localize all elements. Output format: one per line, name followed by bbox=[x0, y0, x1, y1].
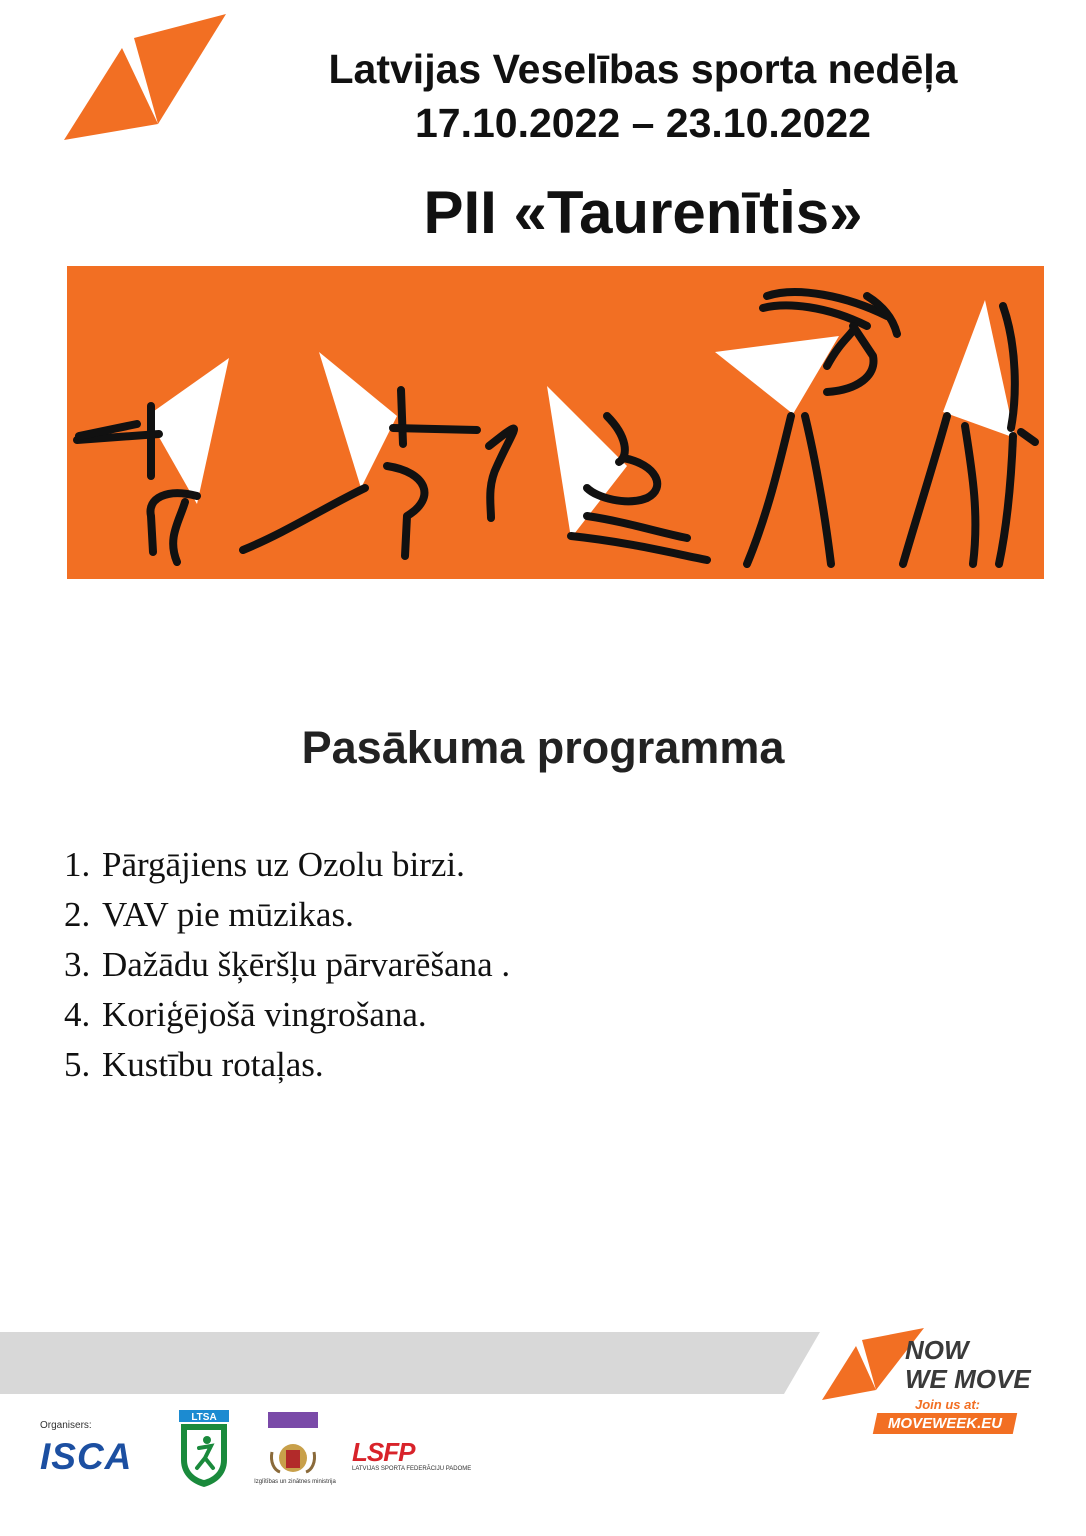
list-item: 2. VAV pie mūzikas. bbox=[64, 895, 354, 934]
now-we-move-text: NOW WE MOVE bbox=[905, 1335, 1031, 1394]
list-item: 1. Pārgājiens uz Ozolu birzi. bbox=[64, 845, 465, 884]
moveweek-url: MOVEWEEK.EU bbox=[887, 1415, 1003, 1432]
page-title: Latvijas Veselības sporta nedēļa bbox=[328, 46, 958, 92]
svg-text:LTSA: LTSA bbox=[191, 1412, 217, 1423]
isca-logo: ISCA bbox=[40, 1436, 133, 1477]
event-dates: 17.10.2022 – 23.10.2022 bbox=[415, 100, 871, 146]
lsfp-logo: LSFP bbox=[352, 1437, 415, 1467]
ltsa-logo-icon bbox=[177, 1410, 231, 1488]
program-list bbox=[64, 840, 510, 1090]
join-us-label: Join us at: bbox=[915, 1397, 981, 1412]
list-item: 5. Kustību rotaļas. bbox=[64, 1045, 324, 1084]
list-item: 3. Dažādu šķēršļu pārvarēšana . bbox=[64, 945, 511, 984]
list-item: 4. Koriģējošā vingrošana. bbox=[64, 995, 427, 1034]
exercise-figures-banner bbox=[67, 266, 1044, 579]
institution-name: PII «Taurenītis» bbox=[423, 179, 863, 246]
lsfp-caption: LATVIJAS SPORTA FEDERĀCIJU PADOME bbox=[352, 1466, 472, 1472]
ministry-caption: Izglītības un zinātnes ministrija bbox=[254, 1479, 336, 1485]
organisers-label: Organisers: bbox=[40, 1420, 92, 1431]
program-heading: Pasākuma programma bbox=[301, 722, 785, 773]
